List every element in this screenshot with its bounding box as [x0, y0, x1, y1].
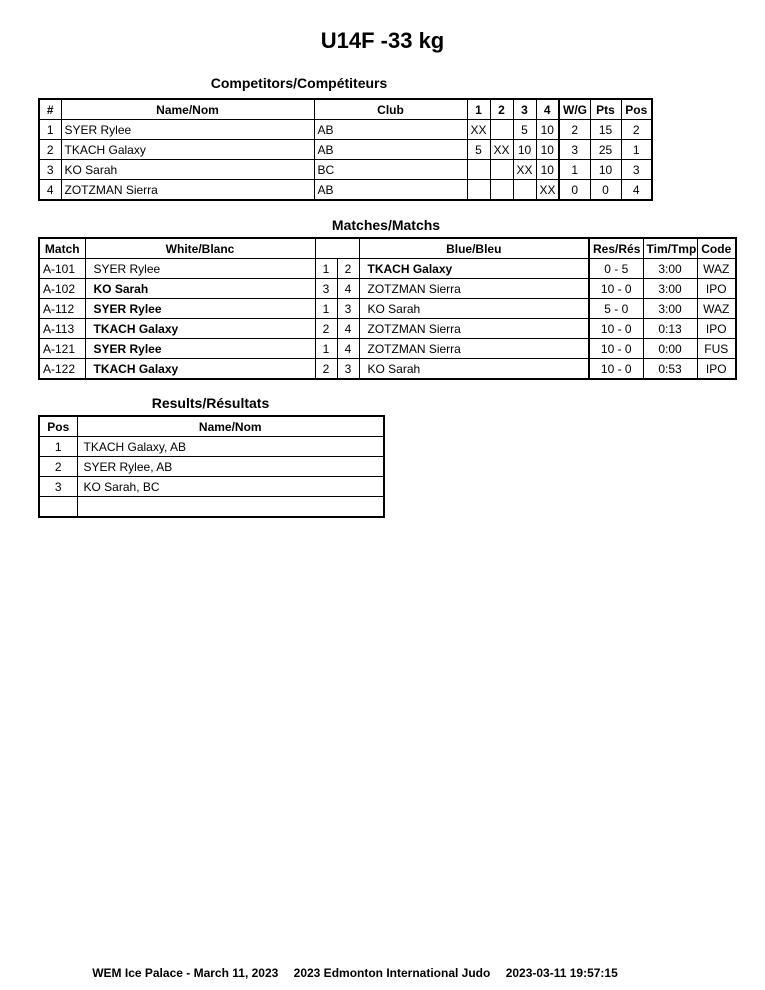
score-r2	[490, 180, 513, 201]
blue-num: 3	[337, 299, 359, 319]
competitor-num: 4	[39, 180, 61, 201]
matches-heading: Matches/Matchs	[331, 217, 441, 233]
competitor-num: 1	[39, 120, 61, 140]
score-r3: 10	[513, 140, 536, 160]
match-code: FUS	[697, 339, 736, 359]
competitor-club: AB	[314, 140, 467, 160]
match-code: WAZ	[697, 259, 736, 279]
score-r1: XX	[467, 120, 490, 140]
col-code: Code	[697, 238, 736, 259]
white-num: 2	[315, 359, 337, 380]
score-r3: 5	[513, 120, 536, 140]
blue-num: 4	[337, 279, 359, 299]
white-num: 1	[315, 259, 337, 279]
score-r2	[490, 160, 513, 180]
score-r3	[513, 180, 536, 201]
score-r4: XX	[536, 180, 559, 201]
white-competitor: SYER Rylee	[85, 259, 315, 279]
competitor-name: TKACH Galaxy	[61, 140, 314, 160]
result-pos	[39, 497, 77, 518]
match-id: A-121	[39, 339, 85, 359]
blue-num: 3	[337, 359, 359, 380]
results-header-row	[39, 416, 384, 437]
score-r2: XX	[490, 140, 513, 160]
competitor-wg: 0	[559, 180, 590, 201]
white-competitor: KO Sarah	[85, 279, 315, 299]
blue-num: 4	[337, 339, 359, 359]
col-time: Tim/Tmp	[643, 238, 697, 259]
competitor-wg: 1	[559, 160, 590, 180]
blue-competitor: KO Sarah	[359, 359, 589, 380]
result-pos: 3	[39, 477, 77, 497]
result-row	[39, 437, 384, 457]
matches-header-row	[39, 238, 736, 259]
match-time: 0:13	[643, 319, 697, 339]
page-title: U14F -33 kg	[320, 28, 445, 53]
col-r4: 4	[536, 99, 559, 120]
match-code: IPO	[697, 359, 736, 380]
result-pos: 2	[39, 457, 77, 477]
competitors-table	[38, 98, 653, 201]
match-row	[39, 359, 736, 380]
white-num: 1	[315, 339, 337, 359]
result-name: SYER Rylee, AB	[77, 457, 384, 477]
blue-competitor: ZOTZMAN Sierra	[359, 339, 589, 359]
competitor-num: 3	[39, 160, 61, 180]
col-res: Res/Rés	[589, 238, 643, 259]
competitor-club: BC	[314, 160, 467, 180]
match-row	[39, 299, 736, 319]
footer-venue: WEM Ice Palace - March 11, 2023	[92, 966, 279, 980]
col-r1: 1	[467, 99, 490, 120]
match-id: A-112	[39, 299, 85, 319]
blue-num: 4	[337, 319, 359, 339]
score-r1	[467, 180, 490, 201]
match-result: 0 - 5	[589, 259, 643, 279]
competitor-row	[39, 120, 652, 140]
competitor-name: SYER Rylee	[61, 120, 314, 140]
col-white: White/Blanc	[85, 238, 315, 259]
score-r1	[467, 160, 490, 180]
white-num: 3	[315, 279, 337, 299]
col-r3: 3	[513, 99, 536, 120]
match-time: 3:00	[643, 299, 697, 319]
match-row	[39, 319, 736, 339]
competitor-wg: 2	[559, 120, 590, 140]
col-pts: Pts	[590, 99, 621, 120]
col-club: Club	[314, 99, 467, 120]
footer	[0, 966, 710, 980]
col-blue: Blue/Bleu	[359, 238, 589, 259]
score-r2	[490, 120, 513, 140]
result-row	[39, 477, 384, 497]
competitors-header-row	[39, 99, 652, 120]
match-code: IPO	[697, 319, 736, 339]
competitors-heading: Competitors/Compétiteurs	[210, 75, 388, 91]
match-row	[39, 279, 736, 299]
competitor-pos: 1	[621, 140, 652, 160]
blue-competitor: ZOTZMAN Sierra	[359, 279, 589, 299]
score-r1: 5	[467, 140, 490, 160]
col-result-pos: Pos	[39, 416, 77, 437]
results-table	[38, 415, 385, 518]
blue-num: 2	[337, 259, 359, 279]
competitor-pos: 3	[621, 160, 652, 180]
white-competitor: TKACH Galaxy	[85, 319, 315, 339]
competitor-name: KO Sarah	[61, 160, 314, 180]
col-wg: W/G	[559, 99, 590, 120]
match-id: A-122	[39, 359, 85, 380]
match-time: 0:53	[643, 359, 697, 380]
match-id: A-102	[39, 279, 85, 299]
col-name: Name/Nom	[61, 99, 314, 120]
result-name	[77, 497, 384, 518]
white-competitor: SYER Rylee	[85, 339, 315, 359]
match-result: 10 - 0	[589, 359, 643, 380]
white-competitor: TKACH Galaxy	[85, 359, 315, 380]
col-r2: 2	[490, 99, 513, 120]
col-pos: Pos	[621, 99, 652, 120]
match-id: A-113	[39, 319, 85, 339]
score-r4: 10	[536, 120, 559, 140]
col-nums	[315, 238, 359, 259]
competitor-pts: 15	[590, 120, 621, 140]
competitor-num: 2	[39, 140, 61, 160]
result-row	[39, 457, 384, 477]
match-code: WAZ	[697, 299, 736, 319]
match-time: 3:00	[643, 279, 697, 299]
result-name: KO Sarah, BC	[77, 477, 384, 497]
match-code: IPO	[697, 279, 736, 299]
competitor-name: ZOTZMAN Sierra	[61, 180, 314, 201]
match-result: 10 - 0	[589, 279, 643, 299]
competitor-pts: 25	[590, 140, 621, 160]
match-id: A-101	[39, 259, 85, 279]
competitor-row	[39, 180, 652, 201]
competitor-club: AB	[314, 120, 467, 140]
competitor-pts: 0	[590, 180, 621, 201]
match-result: 10 - 0	[589, 319, 643, 339]
result-name: TKACH Galaxy, AB	[77, 437, 384, 457]
competitor-wg: 3	[559, 140, 590, 160]
result-row	[39, 497, 384, 518]
match-row	[39, 339, 736, 359]
col-match: Match	[39, 238, 85, 259]
competitor-pts: 10	[590, 160, 621, 180]
white-num: 2	[315, 319, 337, 339]
competitor-row	[39, 140, 652, 160]
match-row	[39, 259, 736, 279]
col-result-name: Name/Nom	[77, 416, 384, 437]
results-heading: Results/Résultats	[151, 395, 270, 411]
match-time: 3:00	[643, 259, 697, 279]
score-r4: 10	[536, 140, 559, 160]
white-num: 1	[315, 299, 337, 319]
match-result: 5 - 0	[589, 299, 643, 319]
blue-competitor: TKACH Galaxy	[359, 259, 589, 279]
competitor-pos: 2	[621, 120, 652, 140]
col-num: #	[39, 99, 61, 120]
footer-event: 2023 Edmonton International Judo	[293, 966, 491, 980]
blue-competitor: KO Sarah	[359, 299, 589, 319]
score-r3: XX	[513, 160, 536, 180]
footer-timestamp: 2023-03-11 19:57:15	[505, 966, 618, 980]
competitor-pos: 4	[621, 180, 652, 201]
matches-table	[38, 237, 737, 380]
competitor-club: AB	[314, 180, 467, 201]
blue-competitor: ZOTZMAN Sierra	[359, 319, 589, 339]
white-competitor: SYER Rylee	[85, 299, 315, 319]
competitor-row	[39, 160, 652, 180]
match-time: 0:00	[643, 339, 697, 359]
score-r4: 10	[536, 160, 559, 180]
match-result: 10 - 0	[589, 339, 643, 359]
result-pos: 1	[39, 437, 77, 457]
